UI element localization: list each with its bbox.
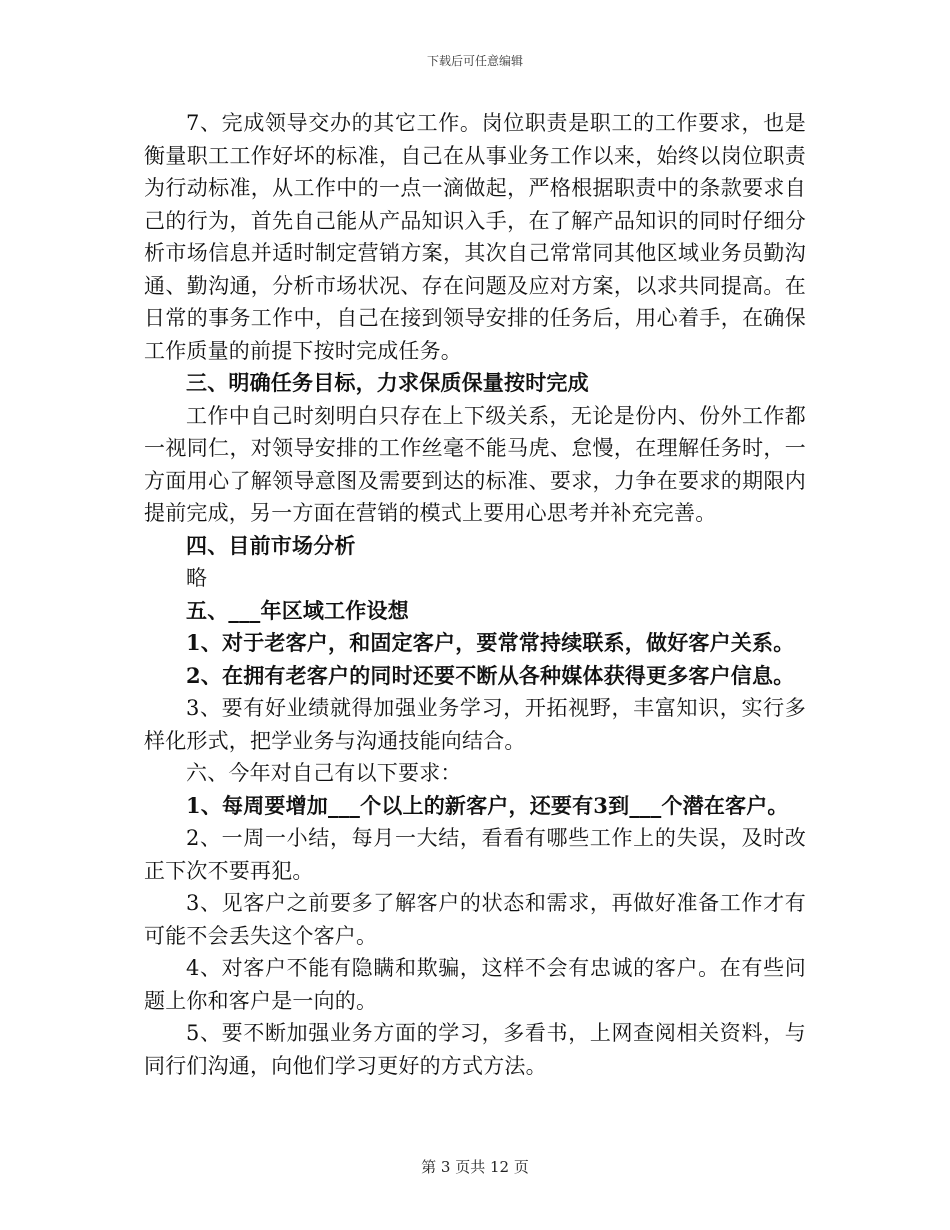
list-item-6-5: 5、要不断加强业务方面的学习，多看书，上网查阅相关资料，与同行们沟通，向他们学习更好的方式方法。 bbox=[144, 1021, 806, 1078]
document-body bbox=[144, 107, 806, 1082]
paragraph-task-goals: 工作中自己时刻明白只存在上下级关系，无论是份内、份外工作都一视同仁，对领导安排的工作丝毫不能马虎、怠慢，在理解任务时，一方面用心了解领导意图及需要到达的标准、要求，力争在要求的期限内提前完成，另一方面在营销的模式上要用心思考并补充完善。 bbox=[144, 403, 806, 525]
paragraph-omitted: 略 bbox=[186, 566, 208, 590]
page-footer: 第 3 页共 12 页 bbox=[421, 1158, 529, 1176]
list-item-6-1: 1、每周要增加___个以上的新客户，还要有3到___个潜在客户。 bbox=[186, 792, 789, 818]
section-heading-6: 六、今年对自己有以下要求： bbox=[186, 761, 462, 785]
paragraph-item-7: 7、完成领导交办的其它工作。岗位职责是职工的工作要求，也是衡量职工工作好坏的标准，自己在从事业务工作以来，始终以岗位职责为行动标准，从工作中的一点一滴做起，严格根据职责中的条款要求自己的行为，首先自己能从产品知识入手，在了解产品知识的同时仔细分析市场信息并适时制定营销方案，其次自己常常同其他区域业务员勤沟通、勤沟通，分析市场状况、存在问题及应对方案，以求共同提高。在日常的事务工作中，自己在接到领导安排的任务后，用心着手，在确保工作质量的前提下按时完成任务。 bbox=[144, 111, 806, 363]
list-item-6-4: 4、对客户不能有隐瞒和欺骗，这样不会有忠诚的客户。在有些问题上你和客户是一向的。 bbox=[144, 956, 806, 1013]
section-heading-3: 三、明确任务目标，力求保质保量按时完成 bbox=[186, 370, 589, 395]
list-item-6-2: 2、一周一小结，每月一大结，看看有哪些工作上的失误，及时改正下次不要再犯。 bbox=[144, 826, 806, 883]
list-item-5-1: 1、对于老客户，和固定客户，要常常持续联系，做好客户关系。 bbox=[186, 630, 795, 655]
section-heading-5: 五、___年区域工作设想 bbox=[186, 597, 409, 623]
section-heading-4: 四、目前市场分析 bbox=[186, 532, 356, 558]
list-item-5-2: 2、在拥有老客户的同时还要不断从各种媒体获得更多客户信息。 bbox=[186, 662, 795, 688]
list-item-5-3: 3、要有好业绩就得加强业务学习，开拓视野，丰富知识，实行多样化形式，把学业务与沟通技能向结合。 bbox=[144, 696, 806, 753]
list-item-6-3: 3、见客户之前要多了解客户的状态和需求，再做好准备工作才有可能不会丢失这个客户。 bbox=[144, 891, 806, 948]
page-header: 下载后可任意编辑 bbox=[426, 54, 523, 68]
